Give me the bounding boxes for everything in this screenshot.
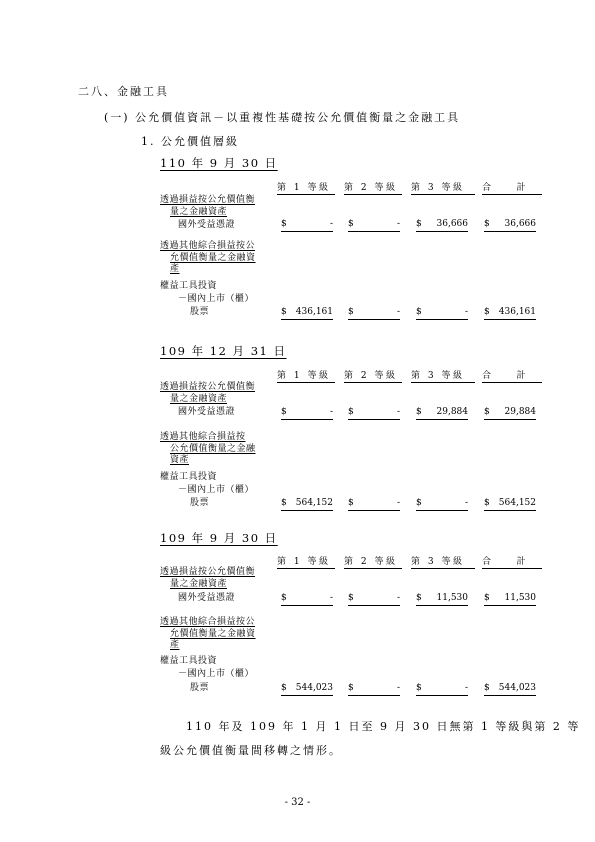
cell-total: $ 29,884 [484, 407, 536, 420]
header-level-3: 第 3 等級 [411, 368, 475, 383]
row-label-listed-domestic: －國內上市（櫃） [178, 294, 255, 304]
cell-level-1: $ 564,152 [281, 498, 333, 511]
note-line-2: 級公允價值衡量間移轉之情形。 [160, 744, 342, 757]
table-date: 110 年 9 月 30 日 [160, 156, 278, 170]
row-label-stocks: 股票 [190, 498, 210, 508]
cell-level-3: $ 36,666 [416, 219, 468, 232]
row-label-foreign-beneficiary-certificates: 國外受益憑證 [178, 220, 236, 230]
header-level-2: 第 2 等級 [344, 180, 402, 195]
header-level-1: 第 1 等級 [277, 554, 335, 569]
row-label-fvtpl: 透過損益按公允價值衡 量之金融資產 [160, 195, 256, 217]
note-line-1: 110 年及 109 年 1 月 1 日至 9 月 30 日無第 1 等級與第 2 等 [186, 720, 581, 733]
cell-total: $ 544,023 [484, 683, 536, 696]
row-label-fvoci: 透過其他綜合損益按公 允價值衡量之金融資 產 [160, 617, 256, 650]
header-level-1: 第 1 等級 [277, 368, 335, 383]
header-level-3: 第 3 等級 [411, 180, 475, 195]
cell-level-2: $ - [348, 683, 400, 696]
row-label-equity-investments: 權益工具投資 [160, 472, 218, 482]
row-label-fvtpl: 透過損益按公允價值衡 量之金融資產 [160, 382, 256, 404]
row-label-equity-investments: 權益工具投資 [160, 656, 218, 666]
subsection-title: (一) 公允價值資訊－以重複性基礎按公允價值衡量之金融工具 [104, 111, 461, 124]
cell-level-2: $ - [348, 498, 400, 511]
cell-total: $ 11,530 [484, 593, 536, 606]
cell-level-3: $ - [416, 498, 468, 511]
header-level-3: 第 3 等級 [411, 554, 475, 569]
table-date: 109 年 12 月 31 日 [160, 344, 287, 358]
cell-level-3: $ 29,884 [416, 407, 468, 420]
cell-total: $ 564,152 [484, 498, 536, 511]
row-label-listed-domestic: －國內上市（櫃） [178, 669, 255, 679]
page-number: - 32 - [284, 797, 311, 808]
cell-level-2: $ - [348, 407, 400, 420]
header-total: 合 計 [482, 554, 542, 569]
cell-level-1: $ - [281, 593, 333, 606]
header-level-1: 第 1 等級 [277, 180, 335, 195]
row-label-listed-domestic: －國內上市（櫃） [178, 485, 255, 495]
cell-level-1: $ - [281, 219, 333, 232]
cell-level-2: $ - [348, 219, 400, 232]
cell-level-2: $ - [348, 307, 400, 320]
header-total: 合 計 [482, 368, 542, 383]
row-label-fvoci: 透過其他綜合損益按 公允價值衡量之金融 資產 [160, 432, 256, 465]
cell-level-1: $ 436,161 [281, 307, 333, 320]
cell-total: $ 436,161 [484, 307, 536, 320]
cell-level-1: $ 544,023 [281, 683, 333, 696]
row-label-fvtpl: 透過損益按公允價值衡 量之金融資產 [160, 567, 256, 589]
header-level-2: 第 2 等級 [344, 554, 402, 569]
row-label-foreign-beneficiary-certificates: 國外受益憑證 [178, 593, 236, 603]
cell-level-3: $ - [416, 683, 468, 696]
row-label-foreign-beneficiary-certificates: 國外受益憑證 [178, 407, 236, 417]
cell-total: $ 36,666 [484, 219, 536, 232]
row-label-stocks: 股票 [190, 683, 210, 693]
item-title: 1. 公允價值層級 [141, 135, 239, 148]
cell-level-2: $ - [348, 593, 400, 606]
row-label-stocks: 股票 [190, 307, 210, 317]
header-level-2: 第 2 等級 [344, 368, 402, 383]
cell-level-3: $ - [416, 307, 468, 320]
cell-level-1: $ - [281, 407, 333, 420]
section-title: 二八、金融工具 [78, 85, 169, 98]
table-date: 109 年 9 月 30 日 [160, 531, 278, 545]
row-label-equity-investments: 權益工具投資 [160, 281, 218, 291]
row-label-fvoci: 透過其他綜合損益按公 允價值衡量之金融資 產 [160, 241, 256, 274]
cell-level-3: $ 11,530 [416, 593, 468, 606]
header-total: 合 計 [482, 180, 542, 195]
